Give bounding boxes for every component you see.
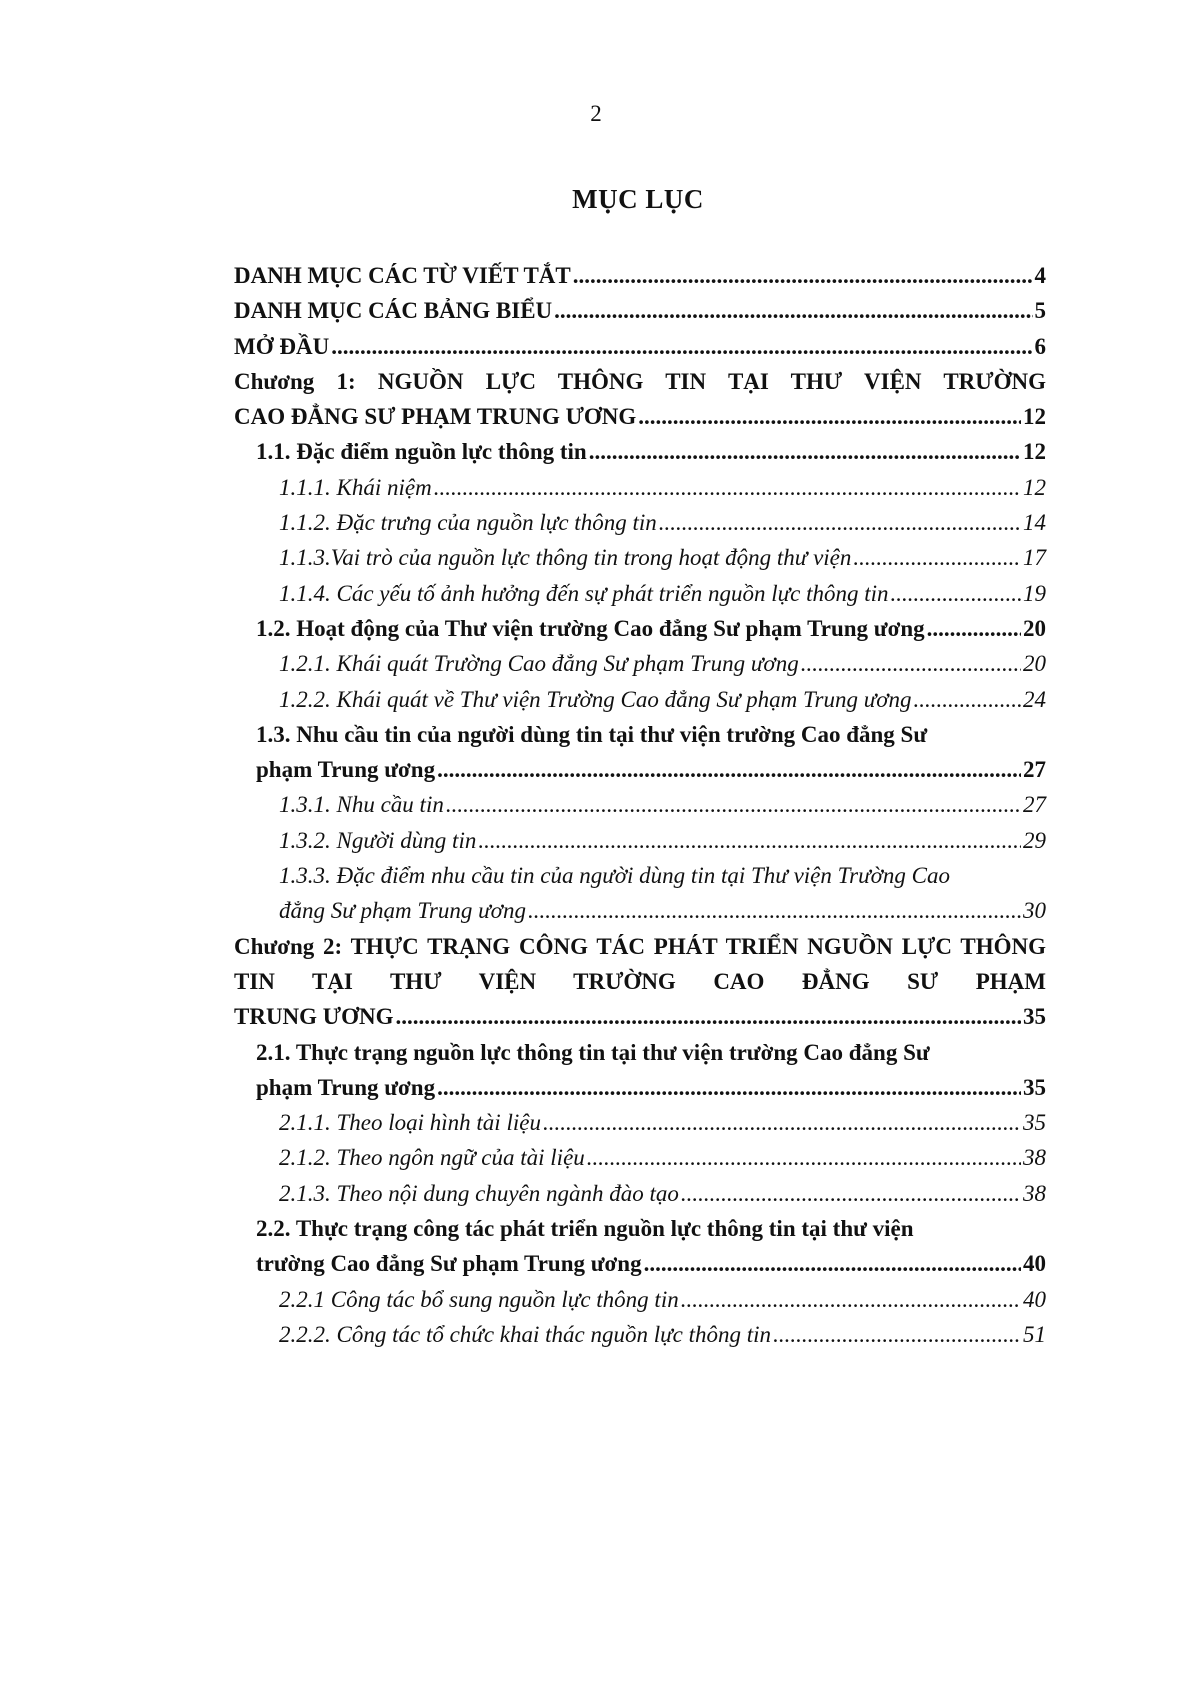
toc-entry-line	[279, 1317, 1046, 1352]
dot-leader	[528, 893, 1021, 928]
dot-leader	[434, 470, 1021, 505]
dot-leader	[573, 258, 1033, 293]
toc-entry-title: TRUNG ƯƠNG	[234, 1004, 394, 1030]
toc-entry-title: 1.2.2. Khái quát về Thư viện Trường Cao đẳng Sư phạm Trung ương	[279, 686, 912, 712]
toc-entry	[256, 434, 1046, 469]
toc-entry	[234, 329, 1046, 364]
toc-entry-line	[279, 682, 1046, 717]
toc-entry-title: 1.1.1. Khái niệm	[279, 474, 432, 500]
toc-entry-title: 1.2.1. Khái quát Trường Cao đẳng Sư phạm Trung ương	[279, 651, 799, 677]
toc-entry-text-line: 1.3.3. Đặc điểm nhu cầu tin của người dùng tin tại Thư viện Trường Cao	[279, 863, 951, 889]
toc-entry-page: 6	[1034, 333, 1046, 359]
dot-leader	[681, 1176, 1021, 1211]
toc-entry	[234, 258, 1046, 293]
dot-leader	[801, 646, 1021, 681]
dot-leader	[638, 399, 1021, 434]
toc-entry-line	[279, 1282, 1046, 1317]
toc-entry-page: 35	[1023, 1004, 1046, 1030]
dot-leader	[587, 1140, 1021, 1175]
toc-entry	[234, 293, 1046, 328]
toc-entry-title: 1.1.2. Đặc trưng của nguồn lực thông tin	[279, 510, 657, 536]
toc-entry-text-line: 2.1. Thực trạng nguồn lực thông tin tại thư viện trường Cao đẳng Sư	[256, 1039, 930, 1065]
toc-entry	[279, 1105, 1046, 1140]
toc-entry-line	[279, 505, 1046, 540]
toc-entry-page: 29	[1023, 827, 1046, 853]
toc-entry-page: 4	[1034, 263, 1046, 288]
toc-entry	[256, 717, 1046, 788]
toc-entry-title: 2.1.3. Theo nội dung chuyên ngành đào tạo	[279, 1180, 679, 1206]
dot-leader	[927, 611, 1021, 646]
toc-entry-title: 2.1.1. Theo loại hình tài liệu	[279, 1110, 541, 1136]
toc-entry	[234, 929, 1046, 1035]
toc-entry-line	[234, 293, 1046, 328]
toc-entry-page: 19	[1023, 580, 1046, 606]
dot-leader	[773, 1317, 1021, 1352]
toc-entry-line	[279, 646, 1046, 681]
dot-leader	[589, 434, 1021, 469]
toc-entry-title: 1.2. Hoạt động của Thư viện trường Cao đẳng Sư phạm Trung ương	[256, 615, 925, 641]
toc-entry	[234, 364, 1046, 435]
toc-entry-line	[256, 1246, 1046, 1281]
toc-entry-line	[279, 470, 1046, 505]
toc-entry-line	[234, 399, 1046, 434]
toc-entry-line	[234, 258, 1046, 293]
toc-entry-page: 20	[1023, 651, 1046, 677]
toc-entry-page: 24	[1023, 686, 1046, 712]
toc-entry-line	[256, 611, 1046, 646]
toc-entry-title: 1.1.4. Các yếu tố ảnh hưởng đến sự phát triển nguồn lực thông tin	[279, 580, 889, 606]
toc-entry-text-line: 1.3. Nhu cầu tin của người dùng tin tại thư viện trường Cao đẳng Sư	[256, 721, 928, 747]
toc-entry-line	[279, 787, 1046, 822]
toc-entry	[279, 646, 1046, 681]
toc-title: MỤC LỤC	[572, 184, 704, 214]
toc-entry	[256, 611, 1046, 646]
toc-entry-page: 40	[1023, 1286, 1046, 1312]
toc-entry	[279, 823, 1046, 858]
dot-leader	[914, 682, 1021, 717]
toc-entry-page: 30	[1023, 898, 1046, 924]
toc-entry-page: 38	[1023, 1145, 1046, 1171]
toc-entry-title: 1.1. Đặc điểm nguồn lực thông tin	[256, 439, 587, 465]
toc-entry-page: 12	[1023, 474, 1046, 500]
toc-entry-line	[234, 999, 1046, 1034]
toc-entry-page: 14	[1023, 510, 1046, 536]
toc-entry-title: 1.3.2. Người dùng tin	[279, 827, 477, 853]
toc-entry-title: DANH MỤC CÁC BẢNG BIỂU	[234, 298, 553, 324]
page-number: 2	[590, 101, 602, 126]
toc-entry-line	[279, 540, 1046, 575]
toc-entry-title: MỞ ĐẦU	[234, 333, 330, 359]
toc-entry	[279, 505, 1046, 540]
toc-entry-text-line: 2.2. Thực trạng công tác phát triển nguồn lực thông tin tại thư viện	[256, 1216, 914, 1242]
toc-entry	[279, 1176, 1046, 1211]
toc-entry	[256, 1211, 1046, 1282]
toc-entry-line	[279, 823, 1046, 858]
toc-entry	[279, 858, 1046, 929]
dot-leader	[437, 1070, 1021, 1105]
toc-entry-page: 51	[1023, 1321, 1046, 1347]
toc-entry-line	[279, 1176, 1046, 1211]
toc-entry	[279, 1282, 1046, 1317]
toc-entry-title: 1.3.1. Nhu cầu tin	[279, 792, 444, 818]
dot-leader	[446, 787, 1021, 822]
dot-leader	[437, 752, 1021, 787]
toc-entry-page: 40	[1023, 1251, 1046, 1277]
toc-entry-line	[279, 1140, 1046, 1175]
toc-entry	[279, 1317, 1046, 1352]
toc-entry-page: 27	[1023, 792, 1046, 818]
toc-entry-page: 20	[1023, 615, 1046, 641]
toc-entry-text-line: Chương 2: THỰC TRẠNG CÔNG TÁC PHÁT TRIỂN NGUỒN LỰC THÔNG TIN TẠI THƯ VIỆN TRƯỜNG CAO ĐẲNG SƯ PHẠM	[234, 933, 1046, 994]
dot-leader	[396, 999, 1021, 1034]
dot-leader	[891, 576, 1021, 611]
dot-leader	[853, 540, 1021, 575]
toc-entry-title: trường Cao đẳng Sư phạm Trung ương	[256, 1251, 642, 1277]
toc-entry-line	[279, 893, 1046, 928]
toc-entry	[279, 682, 1046, 717]
toc-entry-title: phạm Trung ương	[256, 757, 436, 783]
toc-entry-title: 2.1.2. Theo ngôn ngữ của tài liệu	[279, 1145, 585, 1171]
dot-leader	[659, 505, 1021, 540]
dot-leader	[331, 329, 1032, 364]
toc-entry-line	[256, 1070, 1046, 1105]
dot-leader	[478, 823, 1021, 858]
toc-entry-line	[256, 752, 1046, 787]
toc-entry-page: 17	[1023, 545, 1046, 571]
toc-entry-title: DANH MỤC CÁC TỪ VIẾT TẮT	[234, 263, 571, 288]
toc-entry	[279, 1140, 1046, 1175]
toc-entry-line	[279, 1105, 1046, 1140]
toc-entry-title: 2.2.1 Công tác bổ sung nguồn lực thông tin	[279, 1286, 679, 1312]
toc-entry-page: 5	[1034, 298, 1046, 324]
dot-leader	[554, 293, 1032, 328]
toc-entry-title: 1.1.3.Vai trò của nguồn lực thông tin trong hoạt động thư viện	[279, 545, 852, 571]
toc-entry	[279, 470, 1046, 505]
toc-entry-page: 38	[1023, 1180, 1046, 1206]
toc-entry	[279, 787, 1046, 822]
toc-entry-text-line: Chương 1: NGUỒN LỰC THÔNG TIN TẠI THƯ VIỆN TRƯỜNG	[234, 368, 1046, 394]
toc-entry-title: đẳng Sư phạm Trung ương	[279, 898, 526, 924]
toc-entry-line	[234, 329, 1046, 364]
toc-entry	[256, 1035, 1046, 1106]
toc-entry-page: 35	[1023, 1074, 1046, 1100]
toc-entry-title: CAO ĐẲNG SƯ PHẠM TRUNG ƯƠNG	[234, 404, 637, 430]
toc-entry-line	[256, 434, 1046, 469]
dot-leader	[681, 1282, 1021, 1317]
dot-leader	[543, 1105, 1021, 1140]
toc-entry-title: phạm Trung ương	[256, 1074, 436, 1100]
dot-leader	[644, 1246, 1021, 1281]
toc-entry-line	[279, 576, 1046, 611]
toc-entry	[279, 540, 1046, 575]
toc-entry-page: 27	[1023, 757, 1046, 783]
toc-entry-title: 2.2.2. Công tác tổ chức khai thác nguồn lực thông tin	[279, 1321, 772, 1347]
toc-entry-page: 12	[1023, 439, 1046, 465]
toc-entry-page: 12	[1023, 404, 1046, 430]
toc-entry-page: 35	[1023, 1110, 1046, 1136]
table-of-contents	[234, 258, 1046, 1352]
toc-entry	[279, 576, 1046, 611]
